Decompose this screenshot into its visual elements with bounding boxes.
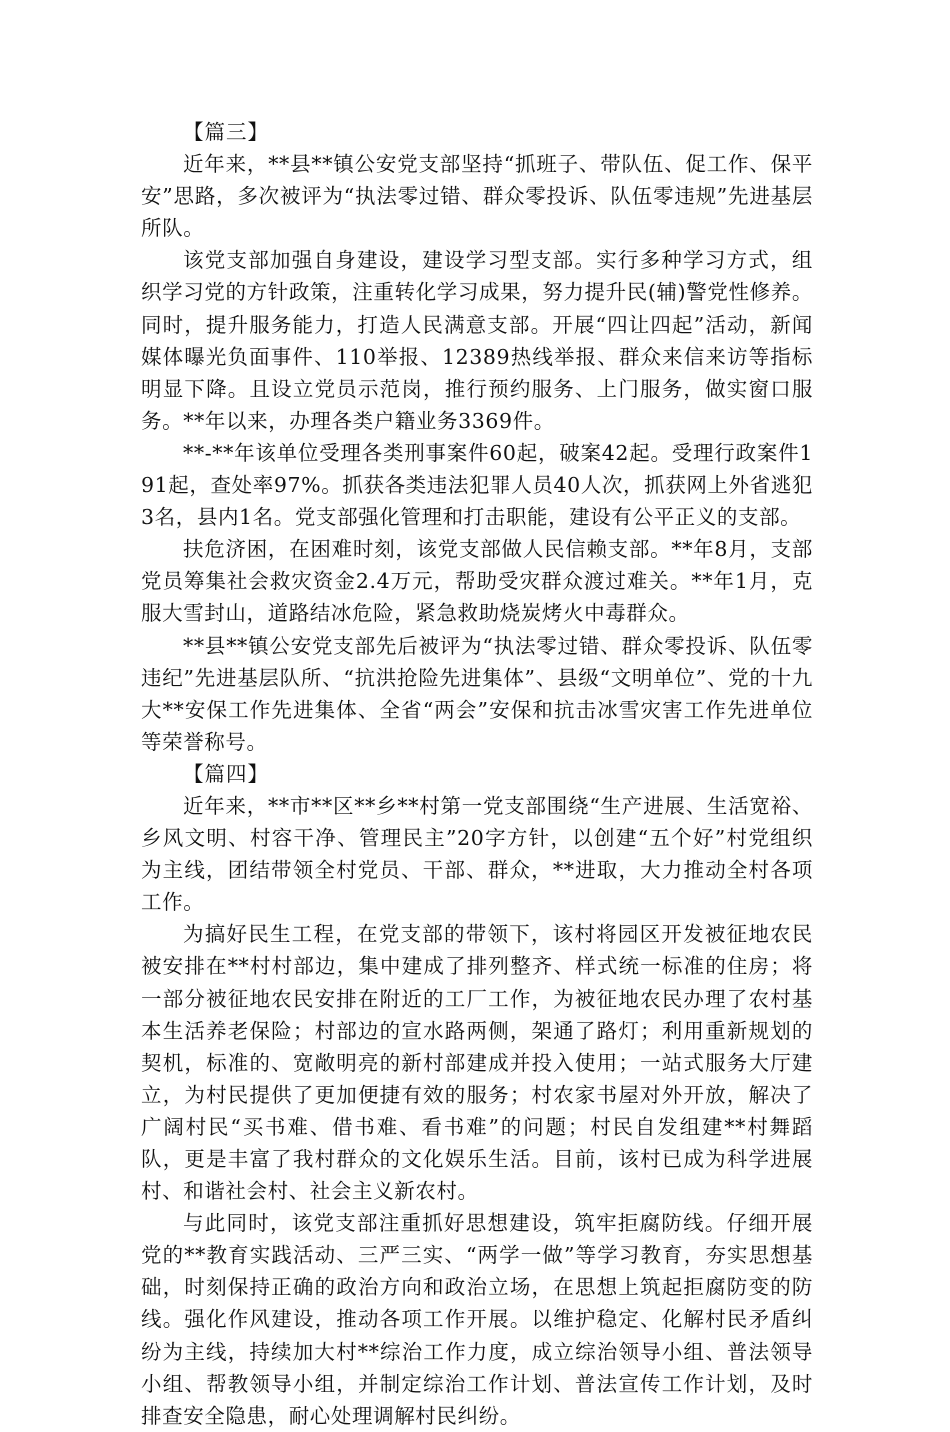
paragraph: 近年来，**市**区**乡**村第一党支部围绕“生产进展、生活宽裕、乡风文明、村容干净、管理民主”20字方针，以创建“五个好”村党组织为主线，团结带领全村党员、干部、群众，**进取，大力推动全村各项工作。 <box>141 793 813 915</box>
paragraph: **县**镇公安党支部先后被评为“执法零过错、群众零投诉、队伍零违纪”先进基层队所、“抗洪抢险先进集体”、县级“文明单位”、党的十九大**安保工作先进集体、全省“两会”安保和抗击冰雪灾害工作先进单位等荣誉称号。 <box>141 633 813 754</box>
section-heading: 【篇三】 <box>183 120 269 144</box>
section-heading: 【篇四】 <box>183 761 269 786</box>
section-4 <box>141 758 813 1432</box>
paragraph: 为搞好民生工程，在党支部的带领下，该村将园区开发被征地农民被安排在**村村部边，集中建成了排列整齐、样式统一标准的住房；将一部分被征地农民安排在附近的工厂工作，为被征地农民办理了农村基本生活养老保险；村部边的宣水路两侧，架通了路灯；利用重新规划的契机，标准的、宽敞明亮的新村部建成并投入使用；一站式服务大厅建立，为村民提供了更加便捷有效的服务；村农家书屋对外开放，解决了广阔村民“买书难、借书难、看书难”的问题；村民自发组建**村舞蹈队，更是丰富了我村群众的文化娱乐生活。目前，该村已成为科学进展村、和谐社会村、社会主义新农村。 <box>141 922 813 1204</box>
document-page <box>141 116 813 1432</box>
paragraph: **-**年该单位受理各类刑事案件60起，破案42起。受理行政案件191起，查处率97%。抓获各类违法犯罪人员40人次，抓获网上外省逃犯3名，县内1名。党支部强化管理和打击职能，建设有公平正义的支部。 <box>141 440 813 530</box>
section-3 <box>141 116 813 758</box>
paragraph: 与此同时，该党支部注重抓好思想建设，筑牢拒腐防线。仔细开展党的**教育实践活动、三严三实、“两学一做”等学习教育，夯实思想基础，时刻保持正确的政治方向和政治立场，在思想上筑起拒腐防变的防线。强化作风建设，推动各项工作开展。以维护稳定、化解村民矛盾纠纷为主线，持续加大村**综治工作力度，成立综治领导小组、普法领导小组、帮教领导小组，并制定综治工作计划、普法宣传工作计划，及时排查安全隐患，耐心处理调解村民纠纷。 <box>141 1211 813 1428</box>
paragraph: 该党支部加强自身建设，建设学习型支部。实行多种学习方式，组织学习党的方针政策，注重转化学习成果，努力提升民(辅)警党性修养。同时，提升服务能力，打造人民满意支部。开展“四让四起”活动，新闻媒体曝光负面事件、110举报、12389热线举报、群众来信来访等指标明显下降。且设立党员示范岗，推行预约服务、上门服务，做实窗口服务。**年以来，办理各类户籍业务3369件。 <box>141 248 813 433</box>
paragraph: 扶危济困，在困难时刻，该党支部做人民信赖支部。**年8月，支部党员筹集社会救灾资金2.4万元，帮助受灾群众渡过难关。**年1月，克服大雪封山，道路结冰危险，紧急救助烧炭烤火中毒群众。 <box>141 537 813 626</box>
paragraph: 近年来，**县**镇公安党支部坚持“抓班子、带队伍、促工作、保平安”思路，多次被评为“执法零过错、群众零投诉、队伍零违规”先进基层所队。 <box>141 152 813 241</box>
